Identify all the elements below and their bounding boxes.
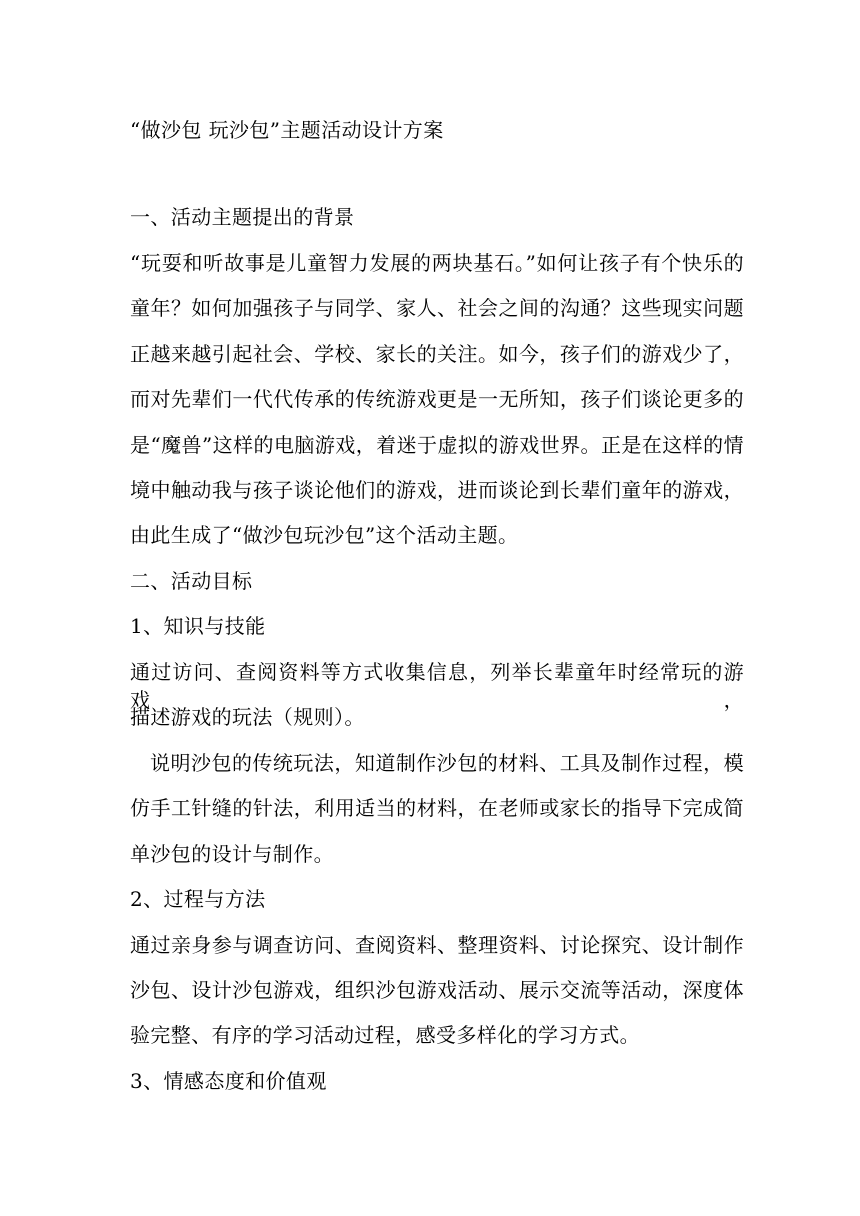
paragraph-line: 单沙包的设计与制作。 xyxy=(130,842,334,866)
paragraph-line: 通过访问、查阅资料等方式收集信息，列举长辈童年时经常玩的游戏， xyxy=(130,660,744,712)
paragraph-line: 沙包、设计沙包游戏，组织沙包游戏活动、展示交流等活动，深度体 xyxy=(130,978,744,1002)
paragraph-line: 描述游戏的玩法（规则）。 xyxy=(130,705,365,729)
document-title: “做沙包 玩沙包”主题活动设计方案 xyxy=(130,118,444,142)
paragraph-line: “玩耍和听故事是儿童智力发展的两块基石。”如何让孩子有个快乐的 xyxy=(130,251,744,275)
paragraph-line: 正越来越引起社会、学校、家长的关注。如今，孩子们的游戏少了， xyxy=(130,342,744,366)
paragraph-line: 仿手工针缝的针法，利用适当的材料，在老师或家长的指导下完成简 xyxy=(130,796,744,820)
section-heading-goals: 二、活动目标 xyxy=(130,569,253,593)
paragraph-line: 童年？如何加强孩子与同学、家人、社会之间的沟通？这些现实问题 xyxy=(130,296,744,320)
subheading-knowledge-skills: 1、知识与技能 xyxy=(130,614,266,638)
section-heading-background: 一、活动主题提出的背景 xyxy=(130,205,355,229)
paragraph-line: 由此生成了“做沙包玩沙包”这个活动主题。 xyxy=(130,523,519,547)
subheading-attitudes-values: 3、情感态度和价值观 xyxy=(130,1069,327,1093)
paragraph-line: 境中触动我与孩子谈论他们的游戏，进而谈论到长辈们童年的游戏， xyxy=(130,478,744,502)
paragraph-line: 是“魔兽”这样的电脑游戏，着迷于虚拟的游戏世界。正是在这样的情 xyxy=(130,433,744,457)
paragraph-line: 而对先辈们一代代传承的传统游戏更是一无所知，孩子们谈论更多的 xyxy=(130,387,744,411)
paragraph-line: 说明沙包的传统玩法，知道制作沙包的材料、工具及制作过程，模 xyxy=(150,751,744,775)
subheading-process-methods: 2、过程与方法 xyxy=(130,887,266,911)
paragraph-line: 通过亲身参与调查访问、查阅资料、整理资料、讨论探究、设计制作 xyxy=(130,933,744,957)
paragraph-line: 验完整、有序的学习活动过程，感受多样化的学习方式。 xyxy=(130,1023,640,1047)
